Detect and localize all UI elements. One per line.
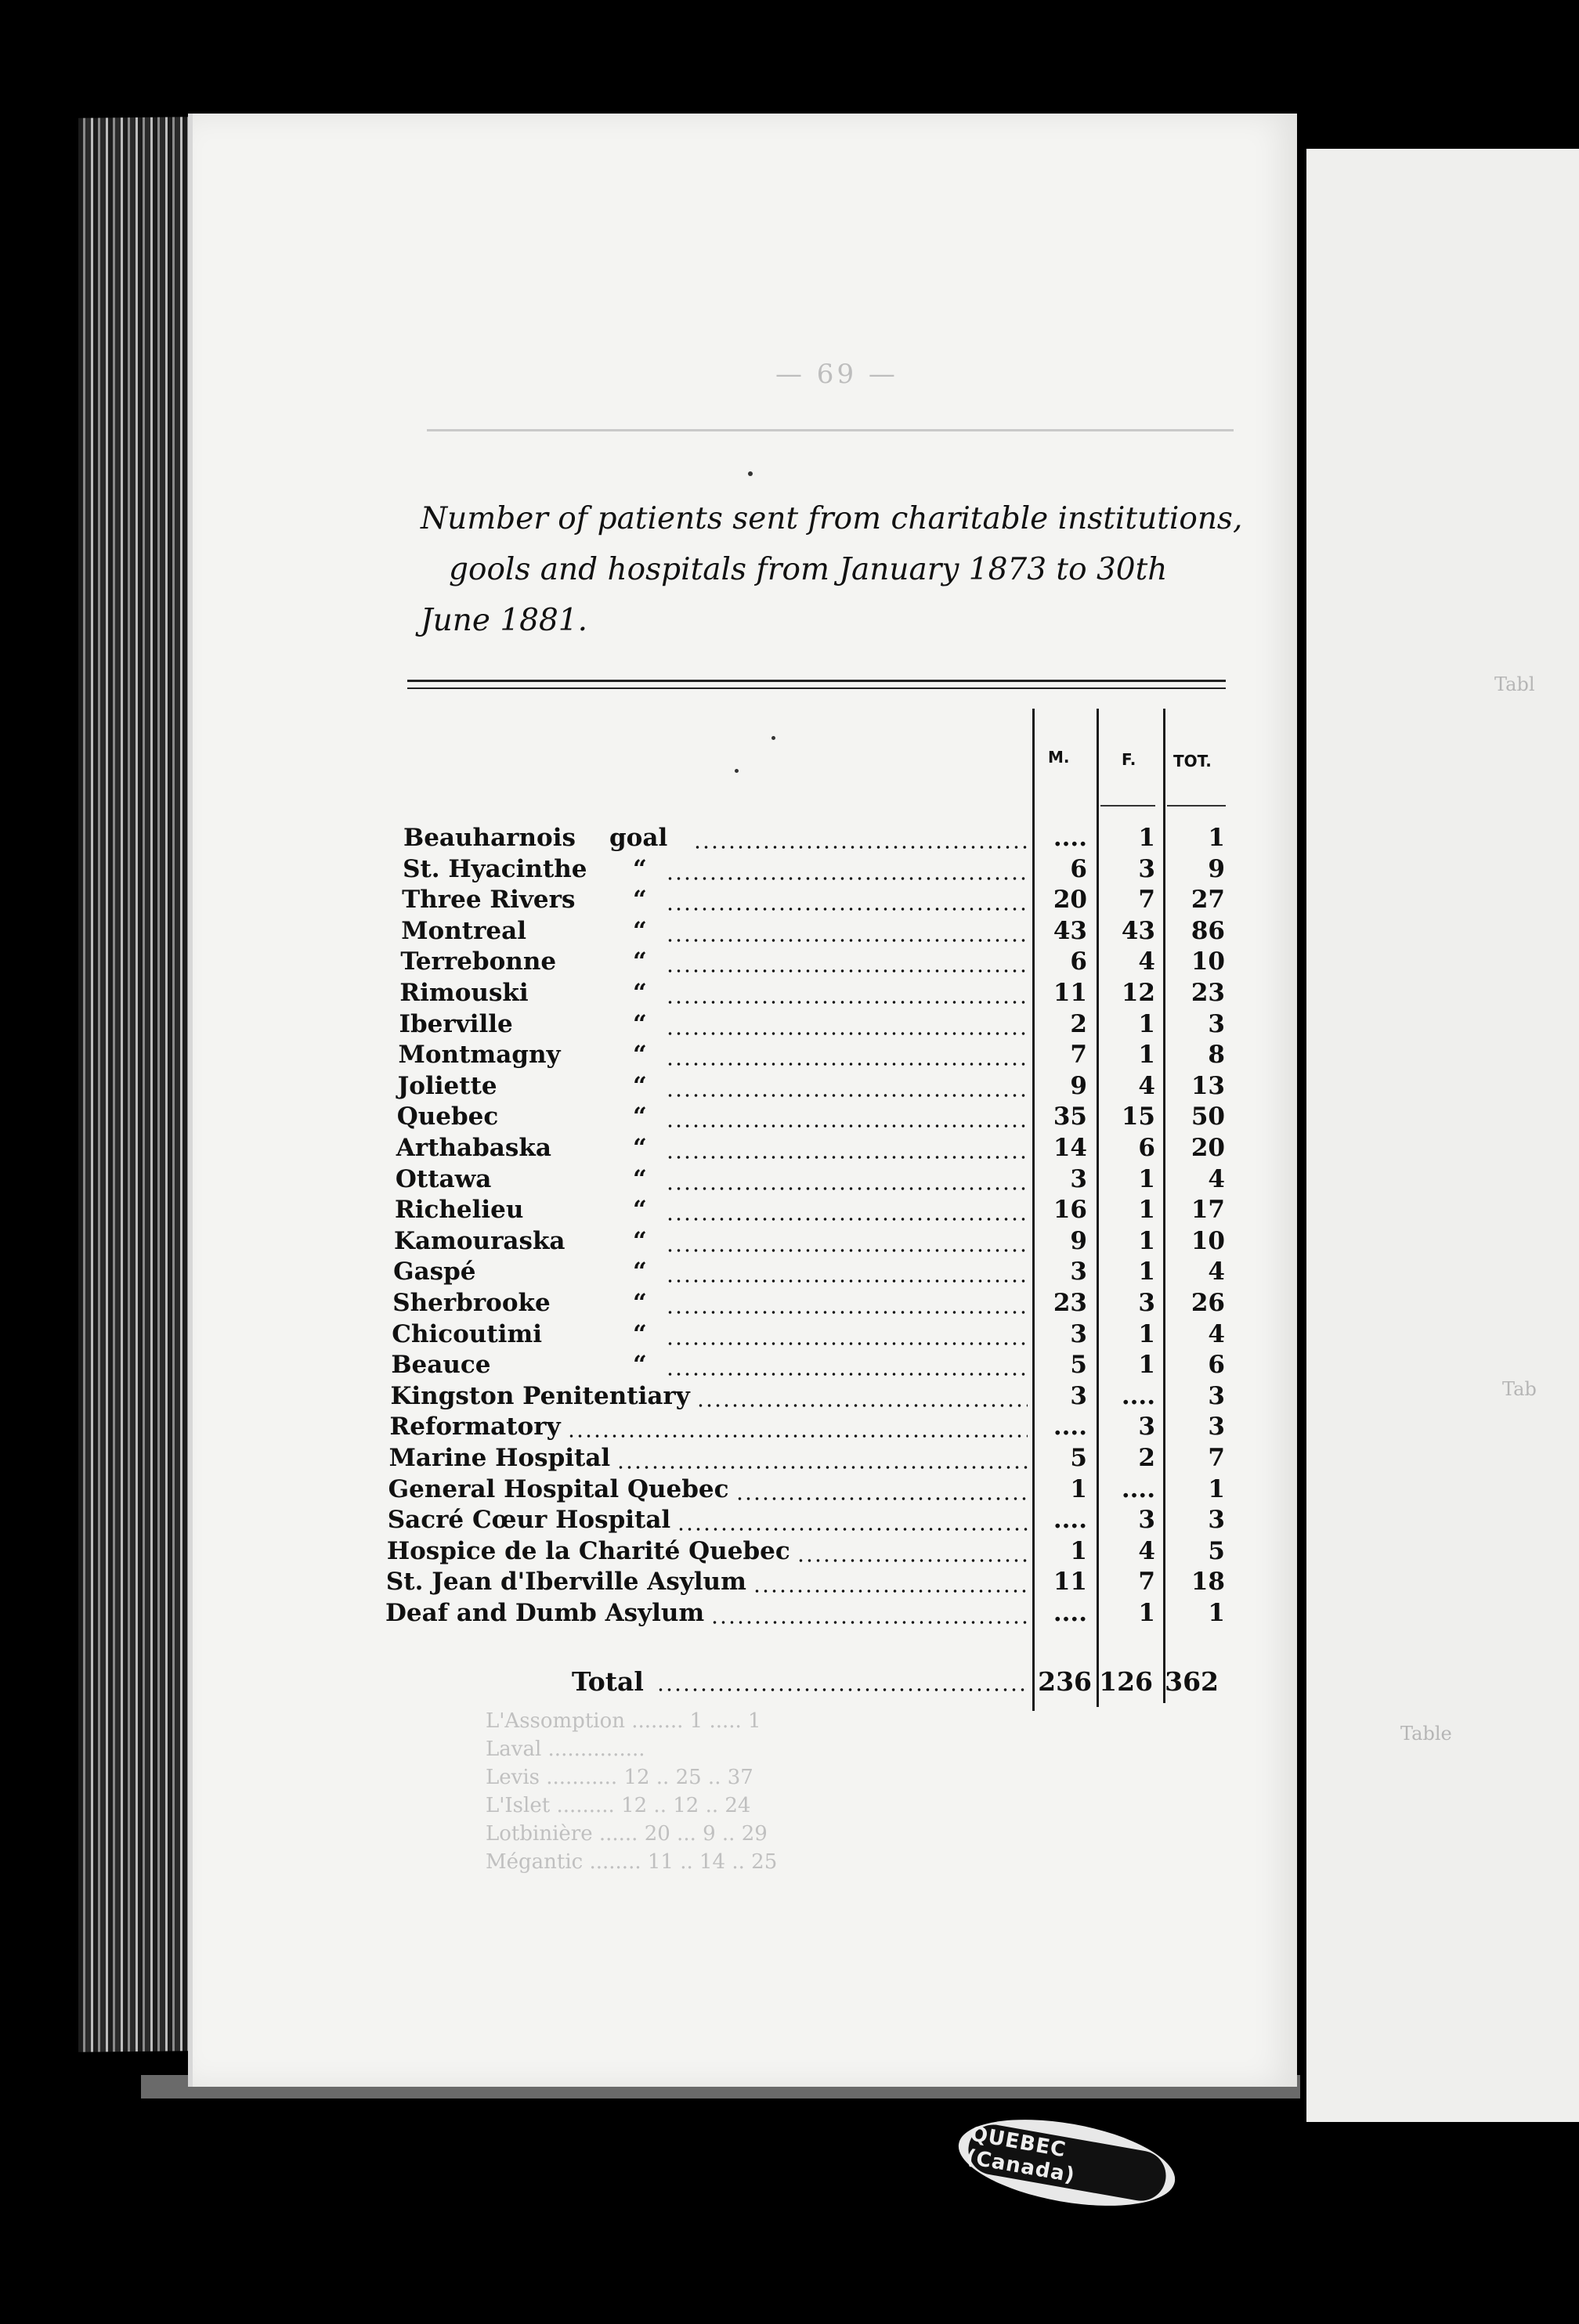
table-row bbox=[0, 1475, 1292, 1507]
row-name: Montreal bbox=[401, 916, 527, 945]
row-m-value: 20 bbox=[1053, 886, 1087, 915]
row-tot-value: 17 bbox=[1191, 1196, 1225, 1225]
row-ditto-mark: “ bbox=[633, 854, 647, 883]
table-row bbox=[0, 1041, 1292, 1072]
row-leader-dots bbox=[666, 1373, 1028, 1376]
header-underline-f bbox=[1100, 805, 1155, 807]
row-leader-dots bbox=[666, 939, 1028, 942]
table-row bbox=[0, 1351, 1292, 1382]
row-leader-dots bbox=[567, 1434, 1028, 1438]
row-f-value: 3 bbox=[1138, 1506, 1155, 1535]
table-row bbox=[0, 1320, 1292, 1351]
row-ditto-mark: “ bbox=[633, 1041, 647, 1070]
row-name: Kingston Penitentiary bbox=[390, 1381, 690, 1410]
row-name: Joliette bbox=[397, 1071, 497, 1100]
row-f-value: 3 bbox=[1138, 1413, 1155, 1442]
row-leader-dots bbox=[710, 1621, 1028, 1624]
row-leader-dots bbox=[666, 1001, 1028, 1004]
row-leader-dots bbox=[666, 1249, 1028, 1252]
row-ditto-mark: “ bbox=[633, 1351, 647, 1380]
row-m-value: 5 bbox=[1070, 1444, 1087, 1472]
table-row bbox=[0, 1537, 1292, 1568]
row-name: Three Rivers bbox=[402, 886, 576, 915]
table-row bbox=[0, 1568, 1292, 1599]
header-underline-tot bbox=[1167, 805, 1226, 807]
row-f-value: 1 bbox=[1138, 1164, 1155, 1193]
row-ditto-mark: “ bbox=[633, 1102, 647, 1131]
row-leader-dots bbox=[666, 969, 1028, 973]
row-name: Chicoutimi bbox=[392, 1319, 543, 1348]
bleed-through-text: L'Assomption ........ 1 ..... 1 Laval ............... Levis ........... 12 .. 25 .. 37 L'Islet ......... 12 .. 12 .. 24 Lotbinière ...... 20 ... 9 .. 29 Mégantic ........ 11 .. 14 .. 25 bbox=[486, 1709, 778, 1874]
row-f-value: 1 bbox=[1138, 1196, 1155, 1225]
total-label: Total bbox=[572, 1666, 644, 1697]
table-row bbox=[0, 1102, 1292, 1134]
row-m-value: 14 bbox=[1053, 1134, 1087, 1162]
row-ditto-mark: “ bbox=[633, 1289, 647, 1317]
row-m-value: 3 bbox=[1070, 1164, 1087, 1193]
table-row bbox=[0, 979, 1292, 1010]
header-tot: TOT. bbox=[1173, 752, 1212, 770]
total-m-value: 236 bbox=[1038, 1666, 1092, 1697]
row-m-value: 35 bbox=[1053, 1102, 1087, 1131]
row-leader-dots bbox=[666, 1311, 1028, 1314]
row-tot-value: 50 bbox=[1191, 1102, 1225, 1131]
table-row bbox=[0, 1289, 1292, 1320]
row-name: Montmagny bbox=[398, 1041, 561, 1070]
table-title bbox=[403, 493, 1249, 646]
ink-speck bbox=[748, 471, 753, 476]
row-f-value: 7 bbox=[1138, 1568, 1155, 1597]
row-m-value: 11 bbox=[1053, 979, 1087, 1007]
row-tot-value: 4 bbox=[1208, 1258, 1225, 1286]
row-f-value: 12 bbox=[1121, 979, 1155, 1007]
row-leader-dots bbox=[735, 1497, 1028, 1500]
library-stamp bbox=[952, 2105, 1181, 2220]
row-m-value: 16 bbox=[1053, 1196, 1087, 1225]
row-f-value: 1 bbox=[1138, 1319, 1155, 1348]
row-goal-mark: goal bbox=[609, 824, 668, 852]
header-f: F. bbox=[1122, 750, 1136, 769]
table-row bbox=[0, 917, 1292, 948]
row-f-value: 1 bbox=[1138, 1599, 1155, 1627]
row-name: Ottawa bbox=[395, 1164, 492, 1193]
table-row bbox=[0, 1258, 1292, 1289]
total-row bbox=[0, 1666, 1292, 1698]
row-f-value: 3 bbox=[1138, 854, 1155, 883]
table-row bbox=[0, 1444, 1292, 1475]
row-m-value: .... bbox=[1053, 1413, 1087, 1442]
row-tot-value: 26 bbox=[1191, 1289, 1225, 1317]
row-leader-dots bbox=[666, 877, 1028, 880]
row-tot-value: 13 bbox=[1191, 1071, 1225, 1100]
row-f-value: 1 bbox=[1138, 1258, 1155, 1286]
row-m-value: 23 bbox=[1053, 1289, 1087, 1317]
row-f-value: 1 bbox=[1138, 1009, 1155, 1038]
row-f-value: .... bbox=[1121, 1474, 1155, 1503]
row-name: Terrebonne bbox=[400, 947, 557, 976]
row-m-value: 7 bbox=[1070, 1041, 1087, 1070]
row-tot-value: 1 bbox=[1208, 824, 1225, 852]
row-f-value: 4 bbox=[1138, 947, 1155, 976]
row-m-value: .... bbox=[1053, 824, 1087, 852]
row-f-value: 1 bbox=[1138, 824, 1155, 852]
row-leader-dots bbox=[696, 1404, 1028, 1407]
row-f-value: 6 bbox=[1138, 1134, 1155, 1162]
table-row bbox=[0, 1134, 1292, 1165]
row-ditto-mark: “ bbox=[633, 947, 647, 976]
row-m-value: 2 bbox=[1070, 1009, 1087, 1038]
row-m-value: 3 bbox=[1070, 1258, 1087, 1286]
table-row bbox=[0, 1072, 1292, 1103]
row-ditto-mark: “ bbox=[633, 1009, 647, 1038]
row-m-value: 9 bbox=[1070, 1226, 1087, 1255]
row-tot-value: 4 bbox=[1208, 1319, 1225, 1348]
table-row bbox=[0, 886, 1292, 917]
row-tot-value: 27 bbox=[1191, 886, 1225, 915]
row-f-value: 7 bbox=[1138, 886, 1155, 915]
row-name: Kamouraska bbox=[394, 1226, 565, 1255]
row-m-value: 1 bbox=[1070, 1536, 1087, 1565]
row-m-value: 1 bbox=[1070, 1474, 1087, 1503]
row-tot-value: 4 bbox=[1208, 1164, 1225, 1193]
row-ditto-mark: “ bbox=[633, 1164, 647, 1193]
row-ditto-mark: “ bbox=[633, 916, 647, 945]
table-top-rule bbox=[407, 680, 1226, 682]
row-f-value: 3 bbox=[1138, 1289, 1155, 1317]
row-m-value: 3 bbox=[1070, 1319, 1087, 1348]
row-leader-dots bbox=[677, 1528, 1028, 1531]
row-tot-value: 3 bbox=[1208, 1009, 1225, 1038]
row-name: Richelieu bbox=[394, 1196, 524, 1225]
total-tot-value: 362 bbox=[1165, 1666, 1219, 1697]
row-tot-value: 1 bbox=[1208, 1474, 1225, 1503]
stamp-text: QUEBEC (Canada) bbox=[964, 2120, 1169, 2204]
row-name: Gaspé bbox=[393, 1258, 476, 1286]
total-f-value: 126 bbox=[1099, 1666, 1153, 1697]
table-row bbox=[0, 947, 1292, 979]
row-m-value: 6 bbox=[1070, 854, 1087, 883]
table-row bbox=[0, 1227, 1292, 1258]
row-tot-value: 10 bbox=[1191, 1226, 1225, 1255]
row-name: Sherbrooke bbox=[392, 1289, 551, 1317]
row-f-value: 4 bbox=[1138, 1536, 1155, 1565]
row-tot-value: 5 bbox=[1208, 1536, 1225, 1565]
table-row bbox=[0, 1382, 1292, 1413]
table-row bbox=[0, 1196, 1292, 1227]
row-leader-dots bbox=[666, 1063, 1028, 1066]
row-m-value: 6 bbox=[1070, 947, 1087, 976]
row-m-value: .... bbox=[1053, 1506, 1087, 1535]
title-line-2: gools and hospitals from January 1873 to 30th bbox=[449, 552, 1168, 587]
row-f-value: 4 bbox=[1138, 1071, 1155, 1100]
row-m-value: 5 bbox=[1070, 1351, 1087, 1380]
row-leader-dots bbox=[666, 1187, 1028, 1190]
row-tot-value: 6 bbox=[1208, 1351, 1225, 1380]
page-number: — 69 — bbox=[775, 359, 898, 390]
table-row bbox=[0, 1165, 1292, 1196]
row-m-value: .... bbox=[1053, 1599, 1087, 1627]
row-f-value: 43 bbox=[1121, 916, 1155, 945]
row-tot-value: 20 bbox=[1191, 1134, 1225, 1162]
row-leader-dots bbox=[693, 846, 1028, 849]
row-leader-dots bbox=[797, 1559, 1028, 1562]
row-name: Quebec bbox=[396, 1102, 499, 1131]
row-ditto-mark: “ bbox=[633, 1258, 647, 1286]
row-name: Arthabaska bbox=[396, 1134, 551, 1162]
row-tot-value: 3 bbox=[1208, 1413, 1225, 1442]
row-name: Rimouski bbox=[399, 979, 529, 1007]
row-f-value: 1 bbox=[1138, 1351, 1155, 1380]
row-name: St. Hyacinthe bbox=[403, 854, 587, 883]
row-leader-dots bbox=[666, 1218, 1028, 1221]
table-row bbox=[0, 1506, 1292, 1537]
ink-speck bbox=[771, 736, 775, 740]
row-name: Beauce bbox=[391, 1351, 491, 1380]
row-leader-dots bbox=[666, 1279, 1028, 1283]
row-leader-dots bbox=[666, 1156, 1028, 1159]
row-tot-value: 3 bbox=[1208, 1381, 1225, 1410]
table-row bbox=[0, 824, 1292, 855]
table-row bbox=[0, 1413, 1292, 1444]
title-line-1: Number of patients sent from charitable institutions, bbox=[421, 501, 1243, 536]
header-m: M. bbox=[1048, 748, 1070, 767]
row-tot-value: 3 bbox=[1208, 1506, 1225, 1535]
row-m-value: 11 bbox=[1053, 1568, 1087, 1597]
row-tot-value: 18 bbox=[1191, 1568, 1225, 1597]
row-ditto-mark: “ bbox=[633, 1226, 647, 1255]
row-name: Iberville bbox=[399, 1009, 513, 1038]
row-ditto-mark: “ bbox=[633, 979, 647, 1007]
table-row bbox=[0, 1599, 1292, 1630]
row-tot-value: 1 bbox=[1208, 1599, 1225, 1627]
table-row bbox=[0, 855, 1292, 886]
row-tot-value: 9 bbox=[1208, 854, 1225, 883]
row-m-value: 43 bbox=[1053, 916, 1087, 945]
row-name: Beauharnois bbox=[403, 824, 576, 852]
row-ditto-mark: “ bbox=[633, 1196, 647, 1225]
row-ditto-mark: “ bbox=[633, 1319, 647, 1348]
row-leader-dots bbox=[666, 1124, 1028, 1128]
ink-speck bbox=[735, 769, 739, 773]
row-f-value: .... bbox=[1121, 1381, 1155, 1410]
table-row bbox=[0, 1010, 1292, 1041]
row-f-value: 2 bbox=[1138, 1444, 1155, 1472]
row-name: Sacré Cœur Hospital bbox=[387, 1506, 671, 1535]
row-f-value: 1 bbox=[1138, 1041, 1155, 1070]
row-tot-value: 86 bbox=[1191, 916, 1225, 945]
row-name: Hospice de la Charité Quebec bbox=[386, 1536, 790, 1565]
row-leader-dots bbox=[666, 1032, 1028, 1035]
row-tot-value: 7 bbox=[1208, 1444, 1225, 1472]
row-tot-value: 23 bbox=[1191, 979, 1225, 1007]
table-top-rule-inner bbox=[407, 687, 1226, 689]
row-name: Deaf and Dumb Asylum bbox=[385, 1599, 705, 1627]
row-f-value: 15 bbox=[1121, 1102, 1155, 1131]
row-leader-dots bbox=[666, 908, 1028, 911]
row-name: Marine Hospital bbox=[388, 1444, 611, 1472]
row-leader-dots bbox=[666, 1342, 1028, 1345]
row-tot-value: 10 bbox=[1191, 947, 1225, 976]
row-leader-dots bbox=[616, 1466, 1028, 1469]
row-m-value: 9 bbox=[1070, 1071, 1087, 1100]
row-m-value: 3 bbox=[1070, 1381, 1087, 1410]
title-line-3: June 1881. bbox=[421, 603, 587, 638]
row-ditto-mark: “ bbox=[633, 1071, 647, 1100]
row-leader-dots bbox=[666, 1094, 1028, 1097]
row-ditto-mark: “ bbox=[633, 1134, 647, 1162]
row-leader-dots bbox=[753, 1590, 1028, 1593]
row-name: Reformatory bbox=[389, 1413, 561, 1442]
row-ditto-mark: “ bbox=[633, 886, 647, 915]
row-name: General Hospital Quebec bbox=[388, 1474, 729, 1503]
total-leader-dots bbox=[656, 1688, 1028, 1691]
row-name: St. Jean d'Iberville Asylum bbox=[385, 1568, 746, 1597]
row-f-value: 1 bbox=[1138, 1226, 1155, 1255]
row-tot-value: 8 bbox=[1208, 1041, 1225, 1070]
header-rule bbox=[427, 429, 1234, 431]
facing-page: Tabl Tab Table bbox=[1306, 149, 1579, 2122]
